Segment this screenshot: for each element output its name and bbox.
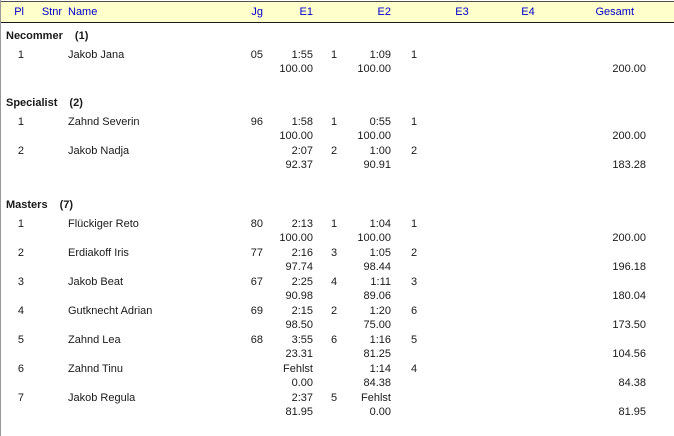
cell-year: 69: [250, 305, 263, 317]
category-section: [0, 96, 674, 172]
cell-e2-time: 0:55: [369, 116, 391, 128]
cell-e1-time: Fehlst: [283, 363, 313, 375]
cell-e3: [434, 116, 490, 130]
cell-e2-time: 1:05: [369, 247, 391, 259]
cell-e2-rank: 5: [410, 334, 418, 346]
cell-year: 77: [250, 247, 263, 259]
cell-year: 68: [250, 334, 263, 346]
cell-gesamt-spacer: [566, 49, 674, 63]
column-header-stnr: Stnr: [41, 6, 62, 18]
column-header-e2: E2: [377, 6, 391, 18]
cell-name: Jakob Beat: [68, 276, 124, 288]
cell-e1-time: 2:25: [291, 276, 313, 288]
cell-gesamt-total: 183.28: [612, 158, 646, 171]
cell-year: 96: [250, 116, 263, 128]
cell-e2-percent: 81.25: [363, 347, 391, 360]
category-title: [0, 96, 674, 110]
cell-year: 67: [250, 276, 263, 288]
cell-e2-time: Fehlst: [361, 392, 391, 404]
cell-e3: [434, 247, 490, 261]
result-row: [0, 116, 674, 143]
cell-year: 05: [250, 49, 263, 61]
cell-gesamt-total: 81.95: [618, 405, 646, 418]
cell-start-number: [30, 116, 64, 130]
cell-e4: [490, 145, 566, 159]
category-count: (2): [69, 97, 83, 109]
result-row: [0, 145, 674, 172]
cell-gesamt-total: 200.00: [612, 129, 646, 142]
cell-e3: [434, 145, 490, 159]
cell-e1-percent: 90.98: [285, 289, 313, 302]
cell-e2-rank: 6: [410, 305, 418, 317]
cell-e2-percent: 84.38: [363, 376, 391, 389]
column-header-jg: Jg: [251, 6, 263, 18]
cell-e2-time: 1:20: [369, 305, 391, 317]
cell-start-number: [30, 334, 64, 348]
cell-gesamt-spacer: [566, 363, 674, 377]
cell-e1-percent: 100.00: [279, 129, 313, 142]
cell-e2-percent: 100.00: [357, 62, 391, 75]
cell-gesamt-spacer: [566, 392, 674, 406]
cell-gesamt-total: 196.18: [612, 260, 646, 273]
cell-e3: [434, 305, 490, 319]
cell-gesamt-total: 104.56: [612, 347, 646, 360]
sections-container: [0, 29, 674, 419]
cell-e1-time: 2:15: [291, 305, 313, 317]
cell-e3: [434, 334, 490, 348]
cell-e4: [490, 218, 566, 232]
cell-place: 6: [17, 363, 24, 375]
cell-e2-time: 1:16: [369, 334, 391, 346]
cell-place: 1: [17, 116, 24, 128]
column-header-pl: Pl: [14, 6, 24, 18]
cell-gesamt-spacer: [566, 247, 674, 261]
cell-place: 1: [17, 49, 24, 61]
cell-e1-percent: 0.00: [291, 376, 313, 389]
cell-place: 3: [17, 276, 24, 288]
cell-place: 2: [17, 247, 24, 259]
cell-gesamt-total: 200.00: [612, 231, 646, 244]
cell-gesamt-spacer: [566, 334, 674, 348]
cell-e2-time: 1:11: [370, 276, 391, 288]
cell-gesamt-total: 84.38: [618, 376, 646, 389]
category-section: [0, 29, 674, 76]
cell-year: [238, 392, 266, 406]
cell-e1-time: 2:37: [291, 392, 313, 404]
cell-name: Jakob Regula: [68, 392, 136, 404]
category-name: Necommer: [6, 30, 63, 42]
cell-place: 1: [17, 218, 24, 230]
cell-gesamt-spacer: [566, 276, 674, 290]
cell-name: Jakob Jana: [68, 49, 125, 61]
cell-start-number: [30, 305, 64, 319]
cell-e1-percent: 92.37: [285, 158, 313, 171]
cell-e2-percent: 90.91: [363, 158, 391, 171]
cell-name: Zahnd Lea: [68, 334, 121, 346]
cell-start-number: [30, 276, 64, 290]
cell-e1-rank: 5: [330, 392, 338, 404]
cell-year: [238, 145, 266, 159]
cell-e1-time: 1:58: [291, 116, 313, 128]
result-row: [0, 247, 674, 274]
category-rows: [0, 218, 674, 419]
result-row: [0, 218, 674, 245]
cell-e1-percent: 81.95: [285, 405, 313, 418]
cell-e1-percent: 23.31: [285, 347, 313, 360]
cell-e1-rank: 4: [330, 276, 338, 288]
cell-e3: [434, 218, 490, 232]
cell-e1-rank: 1: [330, 218, 338, 230]
cell-e2-rank: [394, 392, 434, 406]
cell-e1-time: 3:55: [291, 334, 313, 346]
cell-gesamt-spacer: [566, 145, 674, 159]
category-name: Masters: [6, 199, 48, 211]
cell-start-number: [30, 218, 64, 232]
cell-e1-time: 1:55: [291, 49, 313, 61]
cell-e1-rank: 6: [330, 334, 338, 346]
cell-e2-rank: 1: [410, 218, 418, 230]
cell-e1-rank: 1: [330, 116, 338, 128]
left-border-line: [0, 0, 1, 436]
category-title: [0, 29, 674, 43]
cell-e4: [490, 116, 566, 130]
cell-e4: [490, 305, 566, 319]
category-name: Specialist: [6, 97, 58, 109]
result-row: [0, 363, 674, 390]
cell-e3: [434, 392, 490, 406]
result-row: [0, 392, 674, 419]
cell-e1-percent: 100.00: [279, 231, 313, 244]
category-rows: [0, 49, 674, 76]
cell-e3: [434, 363, 490, 377]
table-header-row: [0, 1, 674, 23]
cell-gesamt-spacer: [566, 218, 674, 232]
column-header-e1: E1: [299, 6, 313, 18]
category-count: (7): [59, 199, 74, 211]
cell-e4: [490, 334, 566, 348]
cell-start-number: [30, 392, 64, 406]
cell-name: Zahnd Tinu: [68, 363, 124, 375]
column-header-name: Name: [68, 6, 98, 18]
cell-e2-time: 1:04: [369, 218, 391, 230]
cell-name: Flückiger Reto: [68, 218, 139, 230]
cell-e4: [490, 363, 566, 377]
cell-name: Zahnd Severin: [68, 116, 140, 128]
cell-e2-percent: 0.00: [369, 405, 391, 418]
cell-start-number: [30, 363, 64, 377]
column-header-gesamt: Gesamt: [595, 6, 634, 18]
cell-place: 5: [17, 334, 24, 346]
cell-start-number: [30, 247, 64, 261]
cell-e3: [434, 49, 490, 63]
cell-e1-time: 2:13: [291, 218, 313, 230]
cell-gesamt-total: 180.04: [612, 289, 646, 302]
cell-e2-rank: 1: [410, 49, 418, 61]
cell-e3: [434, 276, 490, 290]
cell-e4: [490, 49, 566, 63]
cell-e1-time: 2:07: [291, 145, 313, 157]
cell-gesamt-spacer: [566, 305, 674, 319]
category-section: [0, 198, 674, 419]
cell-e2-rank: 4: [410, 363, 418, 375]
result-row: [0, 49, 674, 76]
cell-year: [238, 363, 266, 377]
column-header-e3: E3: [455, 6, 469, 18]
category-title: [0, 198, 674, 212]
cell-e4: [490, 276, 566, 290]
cell-e2-percent: 100.00: [357, 231, 391, 244]
cell-e1-percent: 97.74: [285, 260, 313, 273]
cell-e2-time: 1:00: [369, 145, 391, 157]
cell-place: 4: [17, 305, 24, 317]
category-count: (1): [74, 30, 89, 42]
cell-e2-rank: 3: [410, 276, 418, 288]
cell-e1-time: 2:16: [291, 247, 313, 259]
cell-place: 2: [17, 145, 24, 157]
cell-e1-rank: 1: [330, 49, 338, 61]
cell-e2-rank: 1: [410, 116, 418, 128]
cell-start-number: [30, 145, 64, 159]
cell-gesamt-total: 173.50: [612, 318, 646, 331]
cell-e1-rank: 3: [330, 247, 338, 259]
cell-e1-rank: 2: [330, 305, 338, 317]
cell-e2-rank: 2: [410, 247, 418, 259]
cell-name: Gutknecht Adrian: [68, 305, 153, 317]
cell-name: Jakob Nadja: [68, 145, 130, 157]
cell-e2-rank: 2: [410, 145, 418, 157]
category-rows: [0, 116, 674, 172]
result-row: [0, 276, 674, 303]
cell-e1-percent: 100.00: [279, 62, 313, 75]
cell-e1-rank: 2: [330, 145, 338, 157]
cell-e2-percent: 89.06: [363, 289, 391, 302]
cell-e2-percent: 100.00: [357, 129, 391, 142]
cell-e4: [490, 392, 566, 406]
cell-gesamt-spacer: [566, 116, 674, 130]
cell-e1-percent: 98.50: [285, 318, 313, 331]
cell-place: 7: [17, 392, 24, 404]
result-row: [0, 334, 674, 361]
cell-e2-time: 1:14: [369, 363, 391, 375]
cell-e2-time: 1:09: [369, 49, 391, 61]
cell-e2-percent: 75.00: [363, 318, 391, 331]
cell-start-number: [30, 49, 64, 63]
cell-e2-percent: 98.44: [363, 260, 391, 273]
result-row: [0, 305, 674, 332]
cell-year: 80: [250, 218, 263, 230]
cell-e1-rank: [316, 363, 352, 377]
cell-e4: [490, 247, 566, 261]
cell-gesamt-total: 200.00: [612, 62, 646, 75]
column-header-e4: E4: [521, 6, 535, 18]
cell-name: Erdiakoff Iris: [68, 247, 129, 259]
